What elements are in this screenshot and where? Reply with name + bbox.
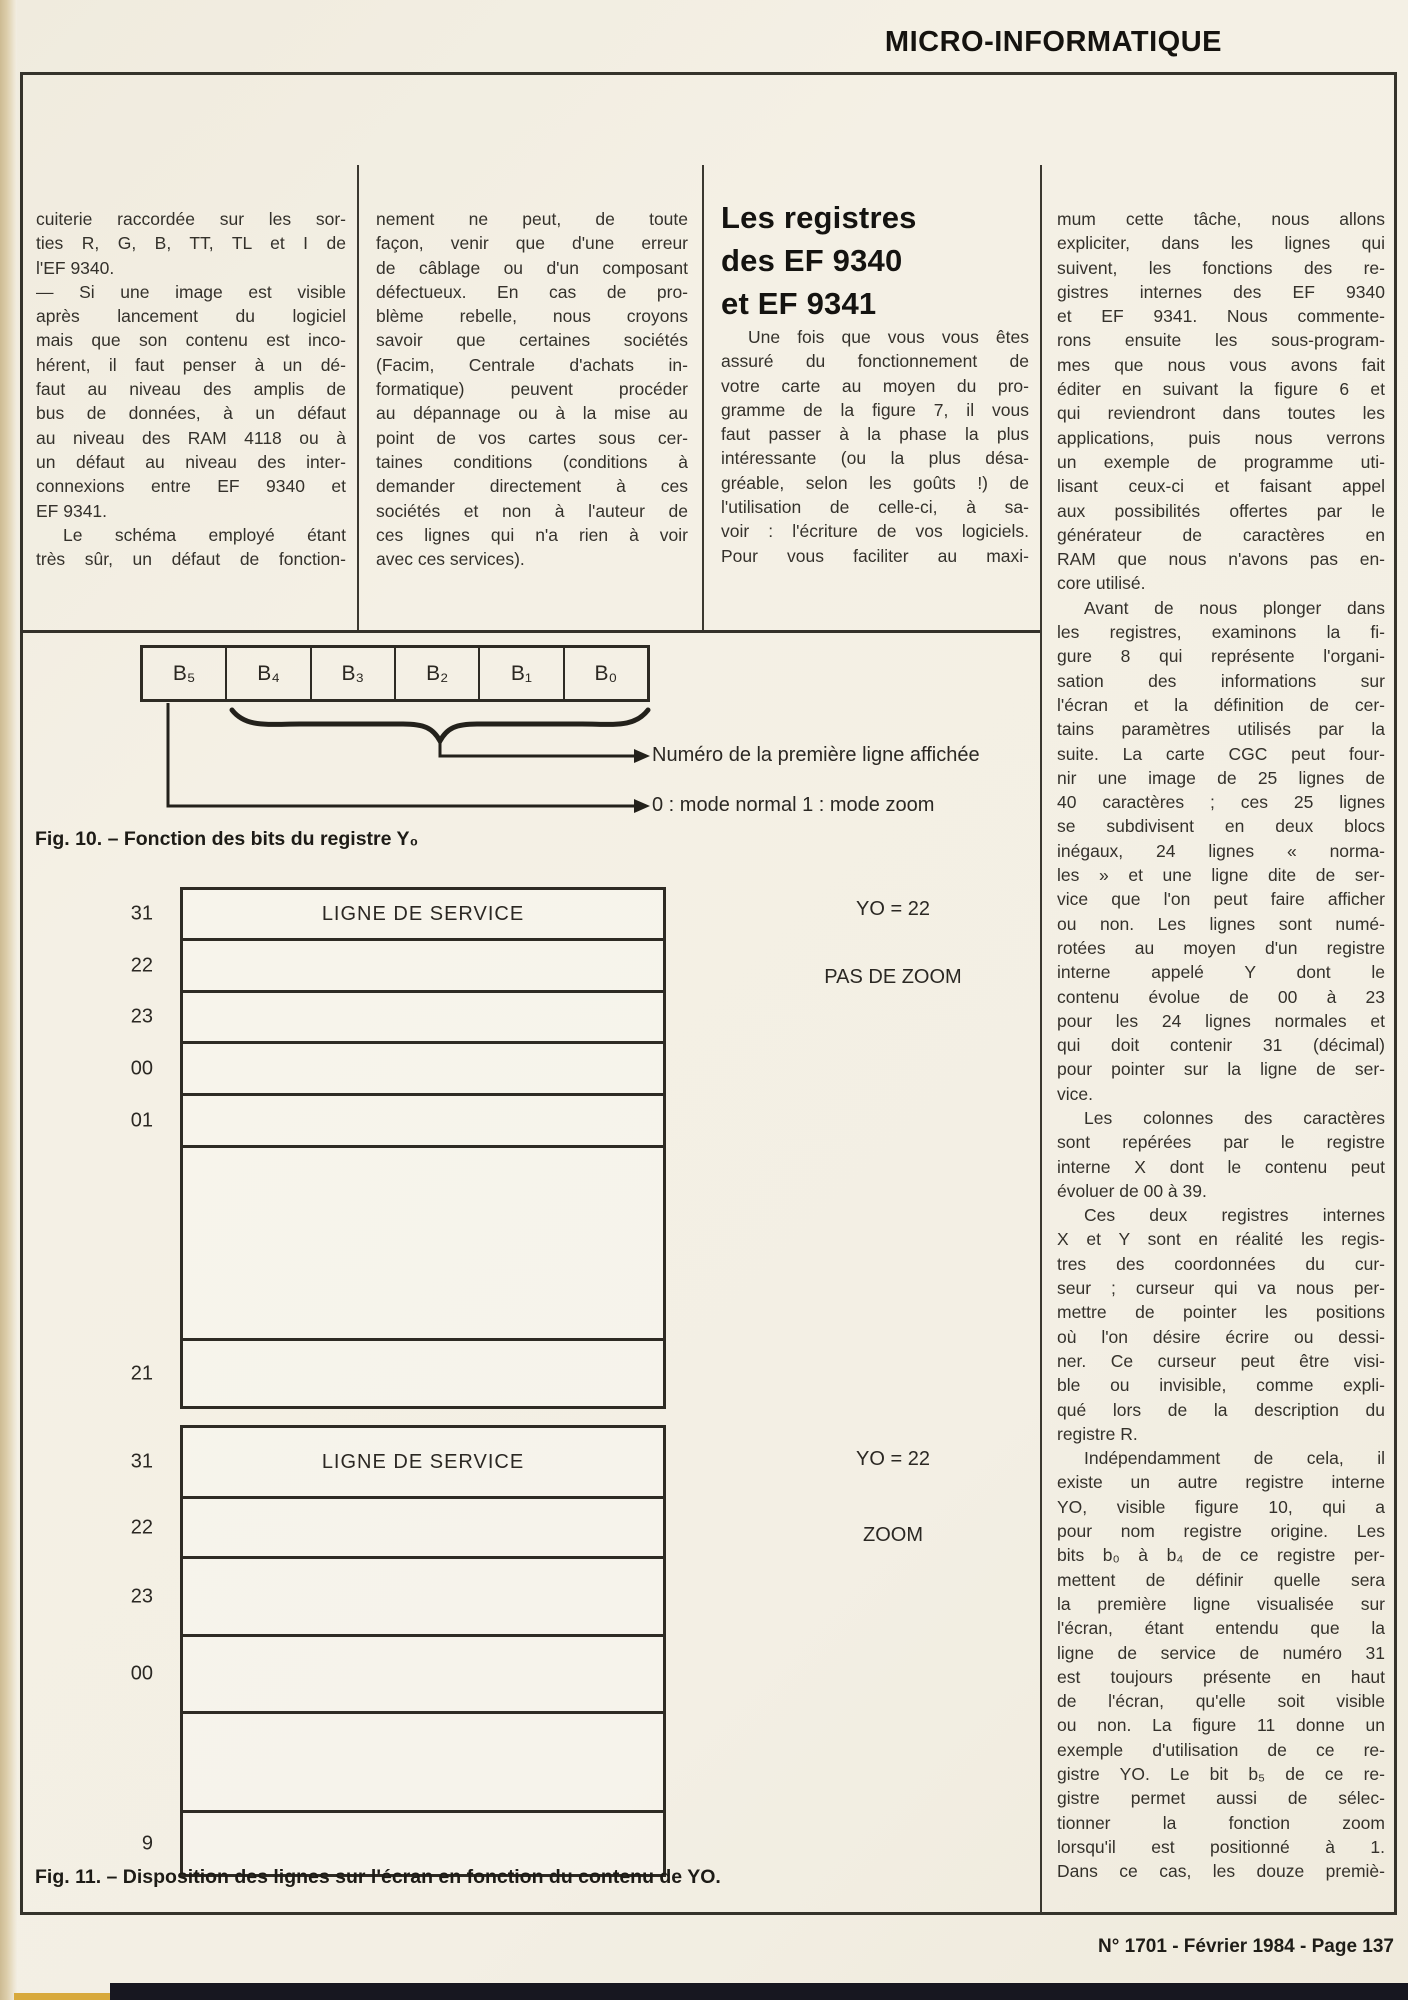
text-line: taines conditions (conditions à xyxy=(376,451,688,472)
text-line: gramme de la figure 7, il vous xyxy=(721,399,1029,420)
screen-line-row xyxy=(130,1496,663,1556)
text-line: éditer en suivant la figure 6 et xyxy=(1057,379,1385,400)
screen-line-row xyxy=(130,1634,663,1711)
text-line: existe un autre registre interne xyxy=(1057,1472,1385,1493)
line-number-label: 31 xyxy=(130,1450,153,1473)
table2-yo-annotation: YO = 22 xyxy=(856,1448,930,1470)
text-line: ble ou invisible, comme expli- xyxy=(1057,1375,1385,1396)
text-line: hérent, il faut penser à un dé- xyxy=(36,354,346,375)
line-number-label: 00 xyxy=(130,1662,153,1685)
text-line: ties R, G, B, TT, TL et I de xyxy=(36,233,346,254)
text-line: tains paramètres utilisés par la xyxy=(1057,719,1385,740)
text-line: Le schéma employé étant xyxy=(63,524,346,545)
text-line: tionner la fonction zoom xyxy=(1057,1812,1385,1833)
line-number-label: 21 xyxy=(130,1362,153,1384)
text-line: registre R. xyxy=(1057,1423,1138,1444)
bit-cell: B₄ xyxy=(225,648,309,699)
text-line: expliciter, dans les lignes qui xyxy=(1057,233,1385,254)
text-line: pour les 24 lignes normales et xyxy=(1057,1010,1385,1031)
fig10-caption: Fig. 10. – Fonction des bits du registre Y₀ xyxy=(35,828,419,850)
service-line-text: LIGNE DE SERVICE xyxy=(321,902,525,925)
text-line: inégaux, 24 lignes « norma- xyxy=(1057,840,1385,861)
text-line: est toujours présente en haut xyxy=(1057,1666,1385,1687)
text-line: gure 8 qui représente l'organi- xyxy=(1057,646,1385,667)
fig11-caption: Fig. 11. – Disposition des lignes sur l'écran en fonction du contenu de YO. xyxy=(35,1866,721,1888)
screen-line-row xyxy=(130,990,663,1041)
text-line: faut au niveau des amplis de xyxy=(36,379,346,400)
text-line: un exemple de programme uti- xyxy=(1057,451,1385,472)
article-heading-line: et EF 9341 xyxy=(721,286,877,321)
text-line: ligne de service de numéro 31 xyxy=(1057,1642,1385,1663)
column-divider-2 xyxy=(702,165,704,630)
text-line: gréable, selon les goûts !) de xyxy=(721,472,1029,493)
screen-line-row xyxy=(183,1711,663,1810)
text-line: Dans ce cas, les douze premiè- xyxy=(1057,1861,1385,1882)
line-number-label: 00 xyxy=(130,1057,153,1079)
text-line: votre carte au moyen du pro- xyxy=(721,375,1029,396)
first-line-number-label: Numéro de la première ligne affichée xyxy=(652,744,980,766)
text-line: point de vos cartes sous cer- xyxy=(376,427,688,448)
text-line: 40 caractères ; ces 25 lignes xyxy=(1057,792,1385,813)
column-divider-1 xyxy=(357,165,359,630)
text-line: contenu évolue de 00 à 23 xyxy=(1057,986,1385,1007)
screen-line-row xyxy=(130,1556,663,1634)
text-line: au dépannage ou à la mise au xyxy=(376,403,688,424)
text-line: gistre permet aussi de sélec- xyxy=(1057,1788,1385,1809)
section-header: MICRO-INFORMATIQUE xyxy=(884,26,1222,58)
text-line: un défaut au niveau des inter- xyxy=(36,451,346,472)
line-number-label: 23 xyxy=(130,1585,153,1607)
text-line: faut passer à la phase la plus xyxy=(721,424,1029,445)
text-line: Avant de nous plonger dans xyxy=(1084,597,1385,618)
text-line: les » et une ligne dite de ser- xyxy=(1057,865,1385,886)
text-line: mum cette tâche, nous allons xyxy=(1057,209,1385,229)
line-number-label: 22 xyxy=(130,1516,153,1538)
screen-line-row xyxy=(130,1428,663,1496)
column-divider-3 xyxy=(1040,165,1042,1913)
table1-mode-annotation: PAS DE ZOOM xyxy=(824,966,962,988)
text-line: intéressante (ou la plus désa- xyxy=(721,448,1029,469)
line-number-label: 9 xyxy=(141,1832,153,1854)
text-line: savoir que certaines sociétés xyxy=(376,330,688,351)
text-line: évoluer de 00 à 39. xyxy=(1057,1180,1207,1201)
text-line: mes que nous vous avons fait xyxy=(1057,354,1385,375)
text-line: nement ne peut, de toute xyxy=(376,209,688,229)
text-line: l'utilisation de celle-ci, à sa- xyxy=(721,497,1029,518)
text-line: très sûr, un défaut de fonction- xyxy=(36,549,346,570)
text-line: ces lignes qui n'a rien à voir xyxy=(376,524,688,545)
fig11-table-zoom-mode xyxy=(130,1425,666,1877)
text-line: les registres, examinons la fi- xyxy=(1057,622,1385,643)
text-line: l'écran, étant entendu que la xyxy=(1057,1618,1385,1639)
text-line: mettent de définir quelle sera xyxy=(1057,1569,1385,1590)
screen-line-row xyxy=(130,890,663,938)
page-footer: N° 1701 - Février 1984 - Page 137 xyxy=(1098,1936,1394,1957)
line-number-label: 01 xyxy=(130,1109,153,1131)
text-line: pour pointer sur la ligne de ser- xyxy=(1057,1059,1385,1080)
figure-separator-rule xyxy=(20,630,1040,633)
screen-line-row xyxy=(130,938,663,990)
line-number-label: 23 xyxy=(130,1005,153,1028)
article-heading-line: Les registres xyxy=(721,200,917,235)
text-line: RAM que nous n'avons pas en- xyxy=(1057,549,1385,570)
zoom-mode-bit-label: 0 : mode normal 1 : mode zoom xyxy=(652,794,935,816)
text-line: générateur de caractères en xyxy=(1057,524,1385,545)
text-line: de câblage ou d'un composant xyxy=(376,257,688,278)
scan-bottom-bar xyxy=(110,1983,1408,2000)
text-line: se subdivisent en deux blocs xyxy=(1057,816,1385,837)
text-line: voir : l'écriture de vos logiciels. xyxy=(721,521,1029,542)
text-line: suite. La carte CGC peut four- xyxy=(1057,743,1385,764)
bit-cell: B₁ xyxy=(478,648,562,699)
text-line: EF 9341. xyxy=(36,500,108,521)
line-number-label: 22 xyxy=(130,954,153,976)
text-line: blème rebelle, nous croyons xyxy=(376,306,688,327)
text-line: core utilisé. xyxy=(1057,573,1146,594)
text-line: qui reviendront dans toutes les xyxy=(1057,403,1385,424)
text-line: ner. Ce curseur peut être visi- xyxy=(1057,1350,1385,1371)
text-line: mais que son contenu est inco- xyxy=(36,330,346,351)
text-line: interne appelé Y dont le xyxy=(1057,962,1385,983)
text-line: pour nom registre origine. Les xyxy=(1057,1521,1385,1542)
text-line: Indépendamment de cela, il xyxy=(1084,1448,1385,1469)
text-column-3 xyxy=(721,196,1029,568)
screen-line-row xyxy=(130,1093,663,1145)
table2-mode-annotation: ZOOM xyxy=(863,1524,923,1546)
text-line: gistres internes des EF 9340 xyxy=(1057,281,1385,302)
text-column-2 xyxy=(376,207,688,571)
bit-cell: B₀ xyxy=(563,648,647,699)
text-line: cuiterie raccordée sur les sor- xyxy=(36,209,346,229)
text-line: (Facim, Centrale d'achats in- xyxy=(376,354,688,375)
fig11-table-normal-mode xyxy=(130,887,666,1409)
text-line: mettre de pointer les positions xyxy=(1057,1302,1385,1323)
service-line-text: LIGNE DE SERVICE xyxy=(321,1450,525,1473)
text-line: la première ligne visualisée sur xyxy=(1057,1593,1385,1614)
text-line: sociétés et non à l'auteur de xyxy=(376,500,688,521)
text-line: Les colonnes des caractères xyxy=(1084,1107,1385,1128)
article-heading-line: des EF 9340 xyxy=(721,243,903,278)
text-line: demander directement à ces xyxy=(376,476,688,497)
text-line: de l'écran, qu'elle soit visible xyxy=(1057,1691,1385,1712)
text-line: interne X dont le contenu peut xyxy=(1057,1156,1385,1177)
text-line: sont repérées par le registre xyxy=(1057,1132,1385,1153)
screen-line-row xyxy=(141,1810,663,1874)
text-line: X et Y sont en réalité les regis- xyxy=(1057,1229,1385,1250)
bit-cell: B₂ xyxy=(394,648,478,699)
table1-yo-annotation: YO = 22 xyxy=(856,898,930,920)
text-line: rotées au moyen d'un registre xyxy=(1057,937,1385,958)
text-line: tres des coordonnées du cur- xyxy=(1057,1253,1385,1274)
line-number-label: 31 xyxy=(130,902,153,925)
text-line: après lancement du logiciel xyxy=(36,306,346,327)
text-line: lisant ceux-ci et faisant appel xyxy=(1057,476,1385,497)
text-line: nir une image de 25 lignes de xyxy=(1057,767,1385,788)
text-line: Pour vous faciliter au maxi- xyxy=(721,545,1029,566)
text-line: sation des informations sur xyxy=(1057,670,1385,691)
text-line: vice. xyxy=(1057,1083,1093,1104)
text-line: exemple d'utilisation de ce re- xyxy=(1057,1739,1385,1760)
text-line: l'écran et la définition de cer- xyxy=(1057,694,1385,715)
text-line: suivent, les fonctions des re- xyxy=(1057,257,1385,278)
text-line: au niveau des RAM 4118 ou à xyxy=(36,427,346,448)
text-column-4 xyxy=(1057,207,1385,1883)
text-column-1 xyxy=(36,207,346,571)
bit-cell: B₃ xyxy=(310,648,394,699)
text-line: et EF 9341. Nous commente- xyxy=(1057,306,1385,327)
text-line: aux possibilités offertes par le xyxy=(1057,500,1385,521)
text-line: qui doit contenir 31 (décimal) xyxy=(1057,1035,1385,1056)
text-line: assuré du fonctionnement de xyxy=(721,351,1029,372)
text-line: l'EF 9340. xyxy=(36,257,115,278)
text-line: avec ces services). xyxy=(376,549,525,570)
text-line: seur ; curseur qui va nous per- xyxy=(1057,1278,1385,1299)
text-line: formatique) peuvent procéder xyxy=(376,379,688,400)
screen-line-row xyxy=(130,1041,663,1093)
text-line: bits b₀ à b₄ de ce registre per- xyxy=(1057,1545,1385,1566)
text-line: ou non. Les lignes sont numé- xyxy=(1057,913,1385,934)
text-line: YO, visible figure 10, qui a xyxy=(1057,1496,1385,1517)
paper-left-edge xyxy=(0,0,17,2000)
text-line: qué lors de la description du xyxy=(1057,1399,1385,1420)
text-line: défectueux. En cas de pro- xyxy=(376,281,688,302)
text-line: gistre YO. Le bit b₅ de ce re- xyxy=(1057,1764,1385,1784)
text-line: rons ensuite les sous-program- xyxy=(1057,330,1385,351)
screen-line-row xyxy=(130,1338,663,1406)
text-line: — Si une image est visible xyxy=(36,281,346,302)
text-line: Une fois que vous vous êtes xyxy=(748,327,1029,347)
text-line: bus de données, à un défaut xyxy=(36,403,346,424)
text-line: lorsqu'il est positionné à 1. xyxy=(1057,1836,1385,1857)
text-line: façon, venir que d'une erreur xyxy=(376,233,688,254)
bit-cell: B₅ xyxy=(172,661,196,685)
screen-line-row xyxy=(183,1145,663,1338)
text-line: applications, puis nous verrons xyxy=(1057,427,1385,448)
text-line: où l'on désire écrire ou dessi- xyxy=(1057,1326,1385,1347)
text-line: ou non. La figure 11 donne un xyxy=(1057,1715,1385,1736)
text-line: connexions entre EF 9340 et xyxy=(36,476,346,497)
text-line: vice que l'on peut faire afficher xyxy=(1057,889,1385,910)
register-bit-box xyxy=(140,645,650,702)
text-line: Ces deux registres internes xyxy=(1084,1205,1385,1226)
